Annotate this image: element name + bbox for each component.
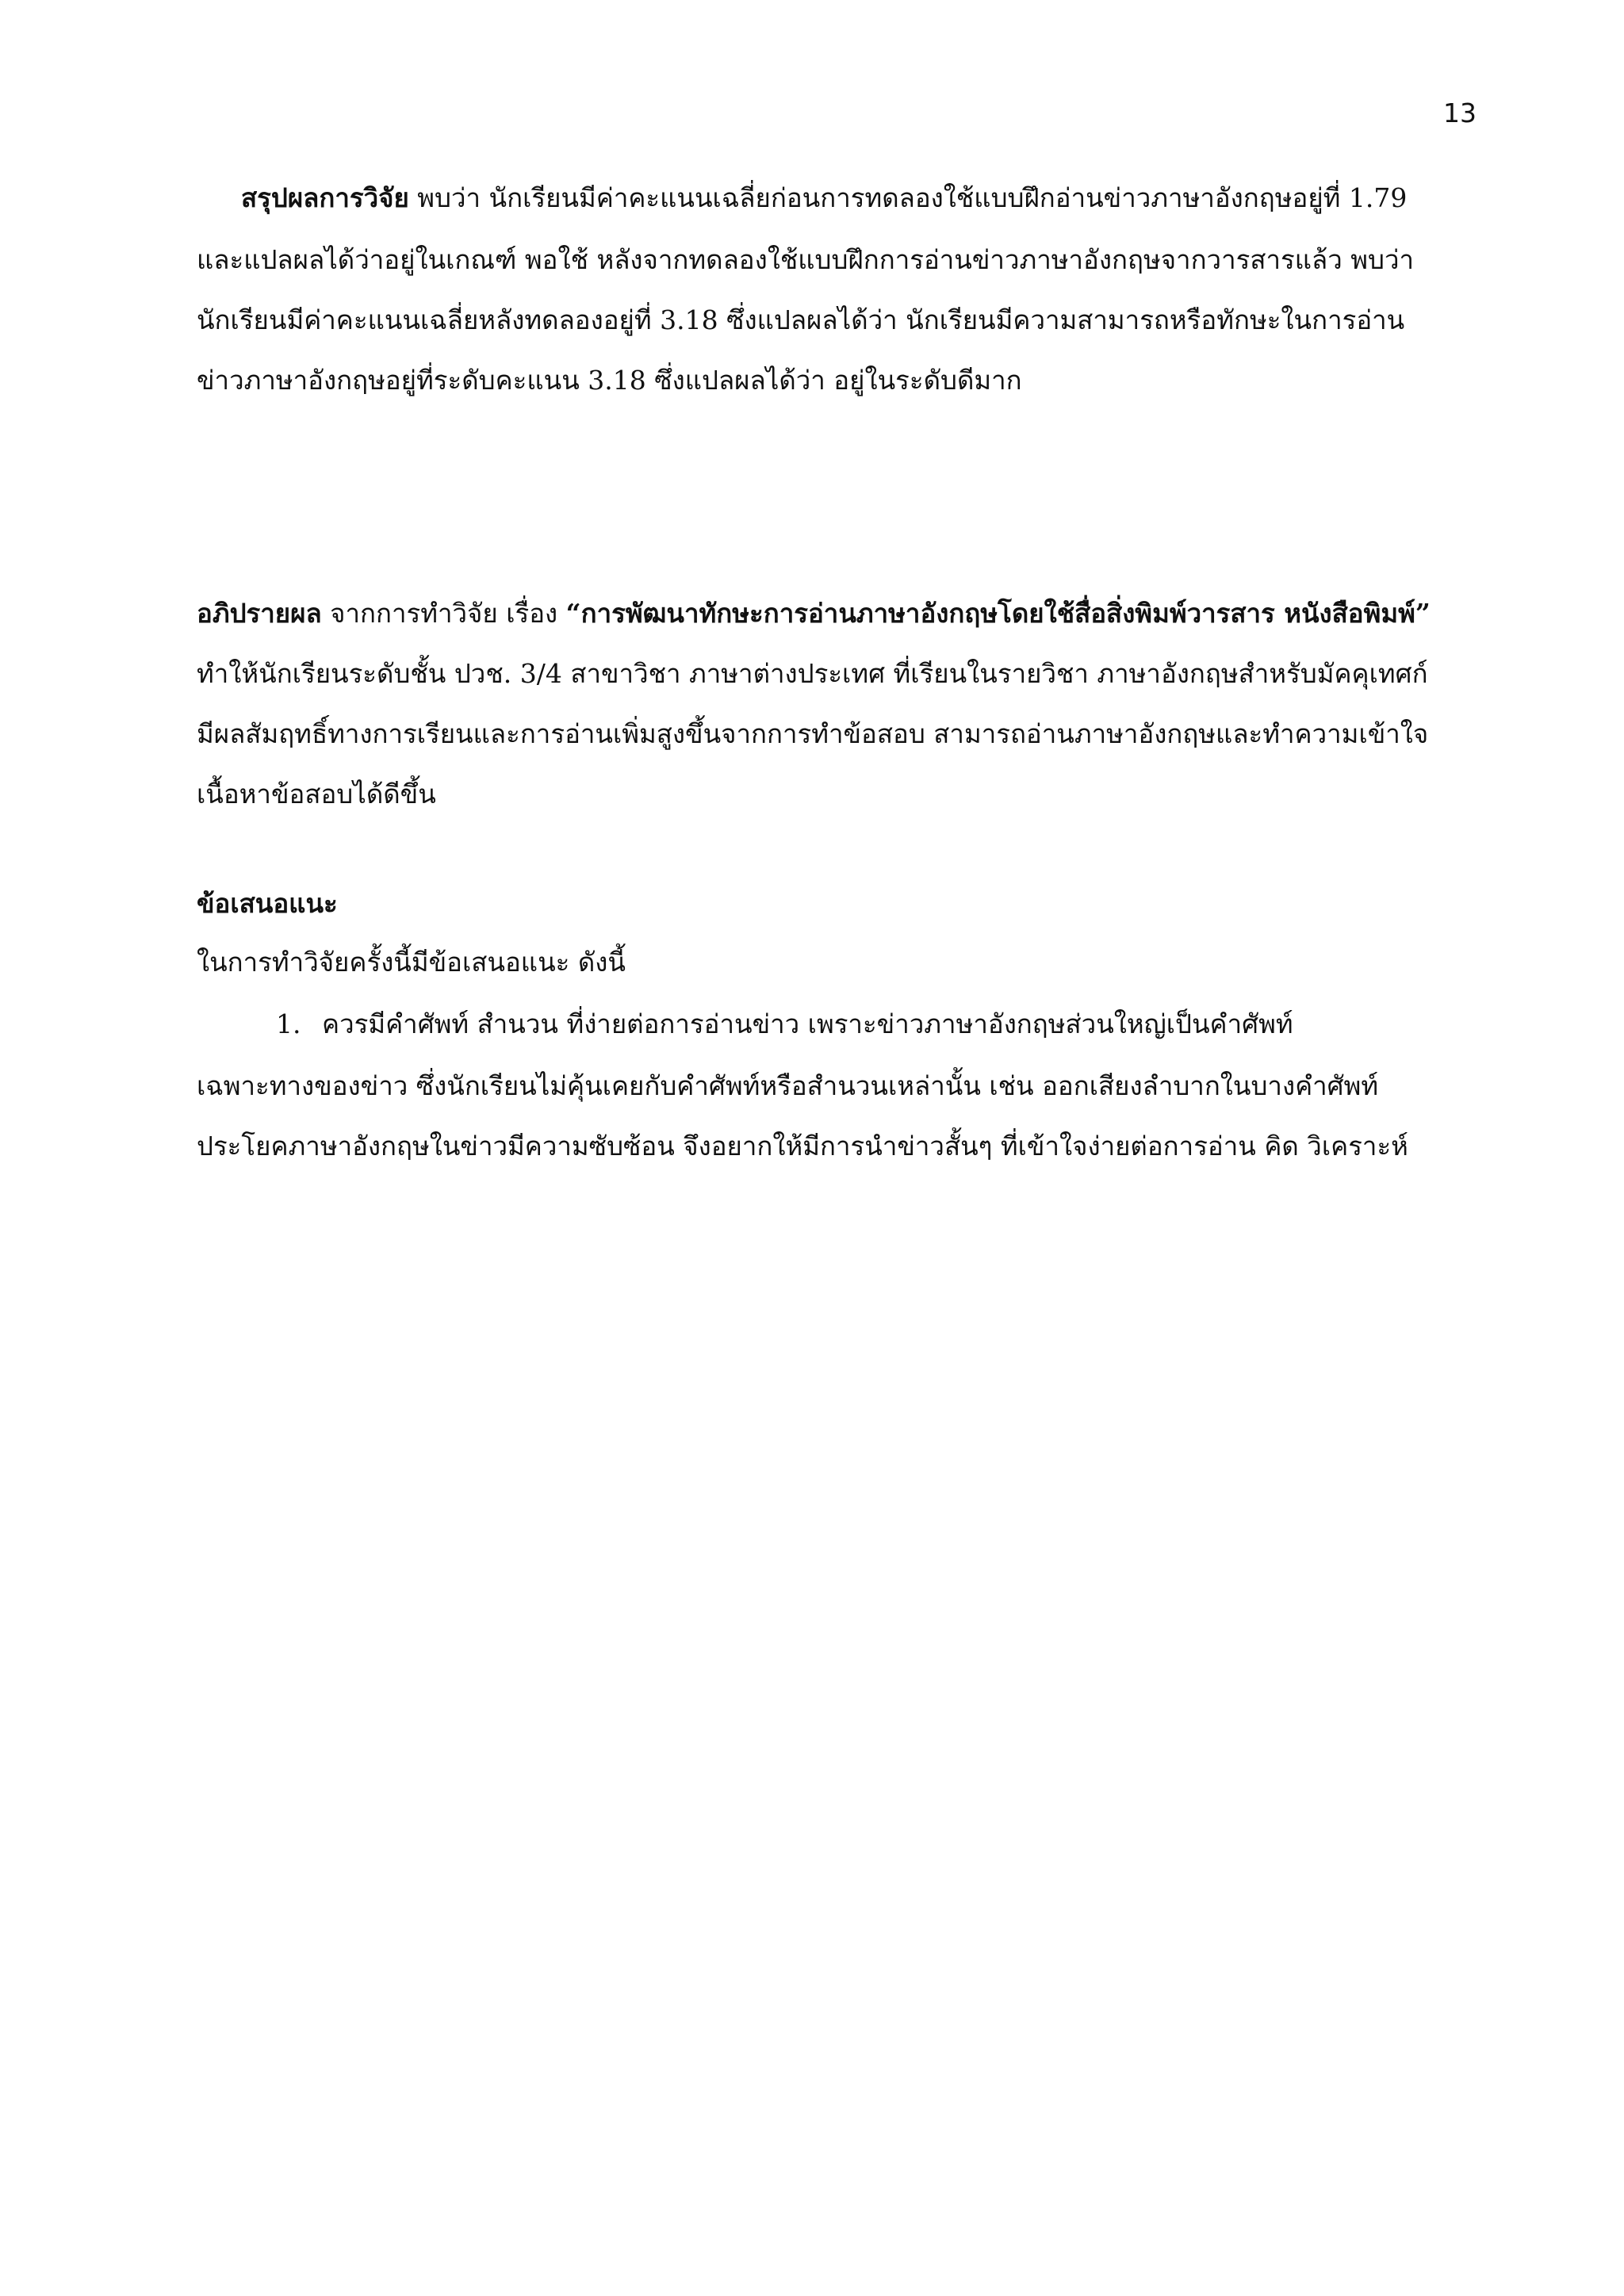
suggestion-item-1-line-2: เฉพาะทางของข่าว ซึ่งนักเรียนไม่คุ้นเคยกับคำศัพท์หรือสำนวนเหล่านั้น เช่น ออกเสียงลำบากในบางคำศัพท์	[197, 1070, 1379, 1101]
suggestions-heading: ข้อเสนอแนะ	[197, 888, 338, 919]
suggestion-item-1-line-1	[276, 1010, 1293, 1039]
discussion-line-1	[197, 599, 1431, 628]
discussion-line-2: ทำให้นักเรียนระดับชั้น ปวช. 3/4 สาขาวิชา ภาษาต่างประเทศ ที่เรียนในรายวิชา ภาษาอังกฤษสำหรับมัคคุเทศก์	[197, 658, 1428, 689]
discussion-line-3: มีผลสัมฤทธิ์ทางการเรียนและการอ่านเพิ่มสูงขึ้นจากการทำข้อสอบ สามารถอ่านภาษาอังกฤษและทำความเข้าใจ	[197, 718, 1429, 749]
summary-line-1	[241, 184, 1407, 212]
suggestion-item-1-number: 1.	[276, 1008, 301, 1039]
discussion-heading: อภิปรายผล	[197, 598, 322, 629]
summary-heading: สรุปผลการวิจัย	[241, 182, 409, 213]
suggestion-item-1-text-1: ควรมีคำศัพท์ สำนวน ที่ง่ายต่อการอ่านข่าว เพราะข่าวภาษาอังกฤษส่วนใหญ่เป็นคำศัพท์	[322, 1008, 1293, 1039]
summary-line-3: นักเรียนมีค่าคะแนนเฉลี่ยหลังทดลองอยู่ที่ 3.18 ซึ่งแปลผลได้ว่า นักเรียนมีความสามารถหรือทักษะในการอ่าน	[197, 304, 1405, 335]
page-number: 13	[1443, 98, 1477, 128]
discussion-line-4: เนื้อหาข้อสอบได้ดีขึ้น	[197, 779, 436, 809]
discussion-lead: จากการทำวิจัย เรื่อง	[321, 598, 566, 629]
research-title: “การพัฒนาทักษะการอ่านภาษาอังกฤษโดยใช้สื่อสิ่งพิมพ์วารสาร หนังสือพิมพ์”	[565, 598, 1431, 629]
suggestion-item-1-line-3: ประโยคภาษาอังกฤษในข่าวมีความซับซ้อน จึงอยากให้มีการนำข่าวสั้นๆ ที่เข้าใจง่ายต่อการอ่าน คิด วิเคราะห์	[197, 1131, 1408, 1161]
summary-line-2: และแปลผลได้ว่าอยู่ในเกณฑ์ พอใช้ หลังจากทดลองใช้แบบฝึกการอ่านข่าวภาษาอังกฤษจากวารสารแล้ว พบว่า	[197, 244, 1414, 275]
suggestions-intro: ในการทำวิจัยครั้งนี้มีข้อเสนอแนะ ดังนี้	[197, 947, 626, 978]
summary-line-4: ข่าวภาษาอังกฤษอยู่ที่ระดับคะแนน 3.18 ซึ่งแปลผลได้ว่า อยู่ในระดับดีมาก	[197, 365, 1022, 396]
summary-text-1: พบว่า นักเรียนมีค่าคะแนนเฉลี่ยก่อนการทดลองใช้แบบฝึกอ่านข่าวภาษาอังกฤษอยู่ที่ 1.79	[408, 182, 1408, 213]
